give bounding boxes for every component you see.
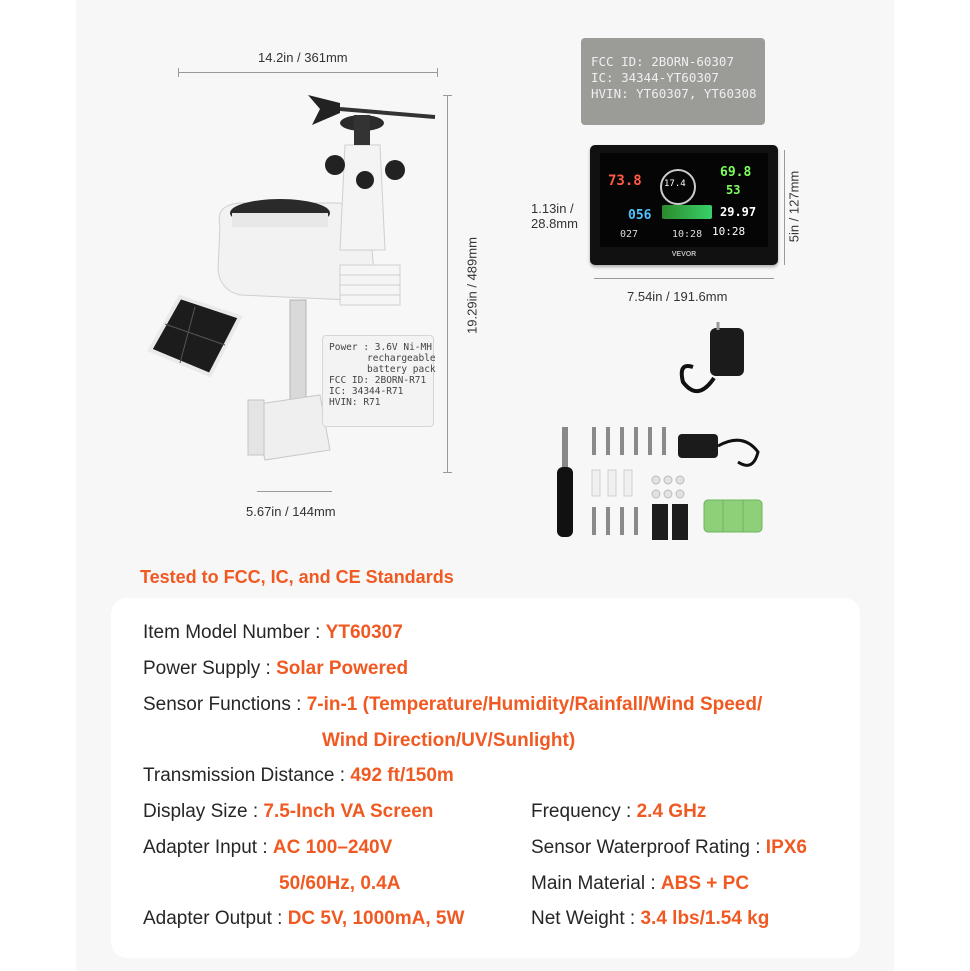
spec-material-value: ABS + PC: [660, 873, 750, 894]
spec-adapter-input: [143, 837, 392, 859]
console-screen: [600, 153, 768, 247]
spec-adapter-in-value-2: 50/60Hz, 0.4A: [279, 873, 401, 894]
sensor-height-label: 19.29in / 489mm: [464, 237, 480, 334]
spec-model: [143, 622, 403, 644]
spec-weight: [531, 908, 769, 930]
spec-adapter-in-key: Adapter Input :: [143, 837, 273, 858]
console-height-label: 5in / 127mm: [786, 170, 802, 243]
spec-distance-key: Transmission Distance :: [143, 765, 351, 786]
console-wind: 17.4: [664, 179, 686, 189]
spec-adapter-out-key: Adapter Output :: [143, 908, 288, 929]
sensor-base-line: [257, 491, 332, 492]
sensor-label-line4: FCC ID: 2BORN-R71: [329, 375, 427, 386]
sensor-label-line1: Power : 3.6V Ni-MH: [329, 342, 432, 353]
sensor-label-line3: battery pack: [367, 364, 436, 375]
spec-freq-key: Frequency :: [531, 801, 637, 822]
spec-sensor-functions: [143, 694, 762, 716]
spec-display: [143, 801, 433, 823]
spec-model-value: YT60307: [325, 622, 403, 643]
spec-weight-value: 3.4 lbs/1.54 kg: [640, 908, 770, 929]
console-label-line3: HVIN: YT60307, YT60308: [591, 86, 757, 101]
spec-distance-value: 492 ft/150m: [350, 765, 454, 786]
spec-power-key: Power Supply :: [143, 658, 277, 679]
console-humidity: 056: [628, 208, 652, 223]
sensor-label-line5: IC: 34344-R71: [329, 386, 404, 397]
sensor-label-line6: HVIN: R71: [329, 397, 381, 408]
spec-material: [531, 873, 749, 895]
spec-adapter-output: [143, 908, 464, 930]
spec-display-key: Display Size :: [143, 801, 264, 822]
spec-power: [143, 658, 408, 680]
sensor-base-label: 5.67in / 144mm: [246, 504, 336, 519]
spec-material-key: Main Material :: [531, 873, 661, 894]
spec-distance: [143, 765, 454, 787]
spec-model-key: Item Model Number :: [143, 622, 326, 643]
spec-waterproof-value: IPX6: [765, 837, 807, 858]
spec-sensor-key: Sensor Functions :: [143, 694, 307, 715]
console-thickness-label-2: 28.8mm: [531, 216, 578, 231]
console-rain: 027: [620, 229, 639, 240]
accessories-illustration: [548, 322, 778, 542]
spec-sensor-value-1: 7-in-1 (Temperature/Humidity/Rainfall/Wind Speed/: [306, 694, 763, 715]
sensor-width-tick-r: [437, 68, 438, 77]
spec-adapter-in-value-1: AC 100–240V: [272, 837, 393, 858]
console-pressure: 29.97: [720, 205, 757, 219]
spec-frequency: [531, 801, 706, 823]
console-label-line1: FCC ID: 2BORN-60307: [591, 54, 734, 69]
console-outdoor-temp: 69.8: [720, 165, 752, 180]
console-outdoor-humidity: 53: [726, 183, 741, 197]
sensor-width-tick-l: [178, 68, 179, 77]
spec-power-value: Solar Powered: [276, 658, 409, 679]
sensor-label-line2: rechargeable: [367, 353, 436, 364]
console-weather-graph: [662, 205, 712, 219]
console-display: [590, 145, 778, 265]
section-title: Tested to FCC, IC, and CE Standards: [140, 567, 454, 587]
console-time: 10:28: [672, 229, 703, 240]
console-clock: 10:28: [712, 225, 746, 238]
spec-waterproof-key: Sensor Waterproof Rating :: [531, 837, 766, 858]
console-label-line2: IC: 34344-YT60307: [591, 70, 719, 85]
spec-weight-key: Net Weight :: [531, 908, 641, 929]
spec-adapter-out-value: DC 5V, 1000mA, 5W: [287, 908, 465, 929]
spec-freq-value: 2.4 GHz: [636, 801, 707, 822]
console-width-line: [594, 278, 774, 279]
console-height-line: [784, 150, 785, 265]
spec-sensor-value-2: Wind Direction/UV/Sunlight): [322, 730, 576, 751]
console-fcc-label: [581, 38, 765, 125]
console-width-label: 7.54in / 191.6mm: [627, 289, 728, 304]
spec-waterproof: [531, 837, 807, 859]
console-indoor-temp: 73.8: [608, 173, 642, 189]
spec-display-value: 7.5-Inch VA Screen: [263, 801, 434, 822]
sensor-width-line: [178, 72, 438, 73]
sensor-width-label: 14.2in / 361mm: [258, 50, 348, 65]
console-brand: VEVOR: [671, 251, 697, 258]
sensor-label-sticker: [322, 335, 434, 427]
console-thickness-label-1: 1.13in /: [531, 201, 574, 216]
